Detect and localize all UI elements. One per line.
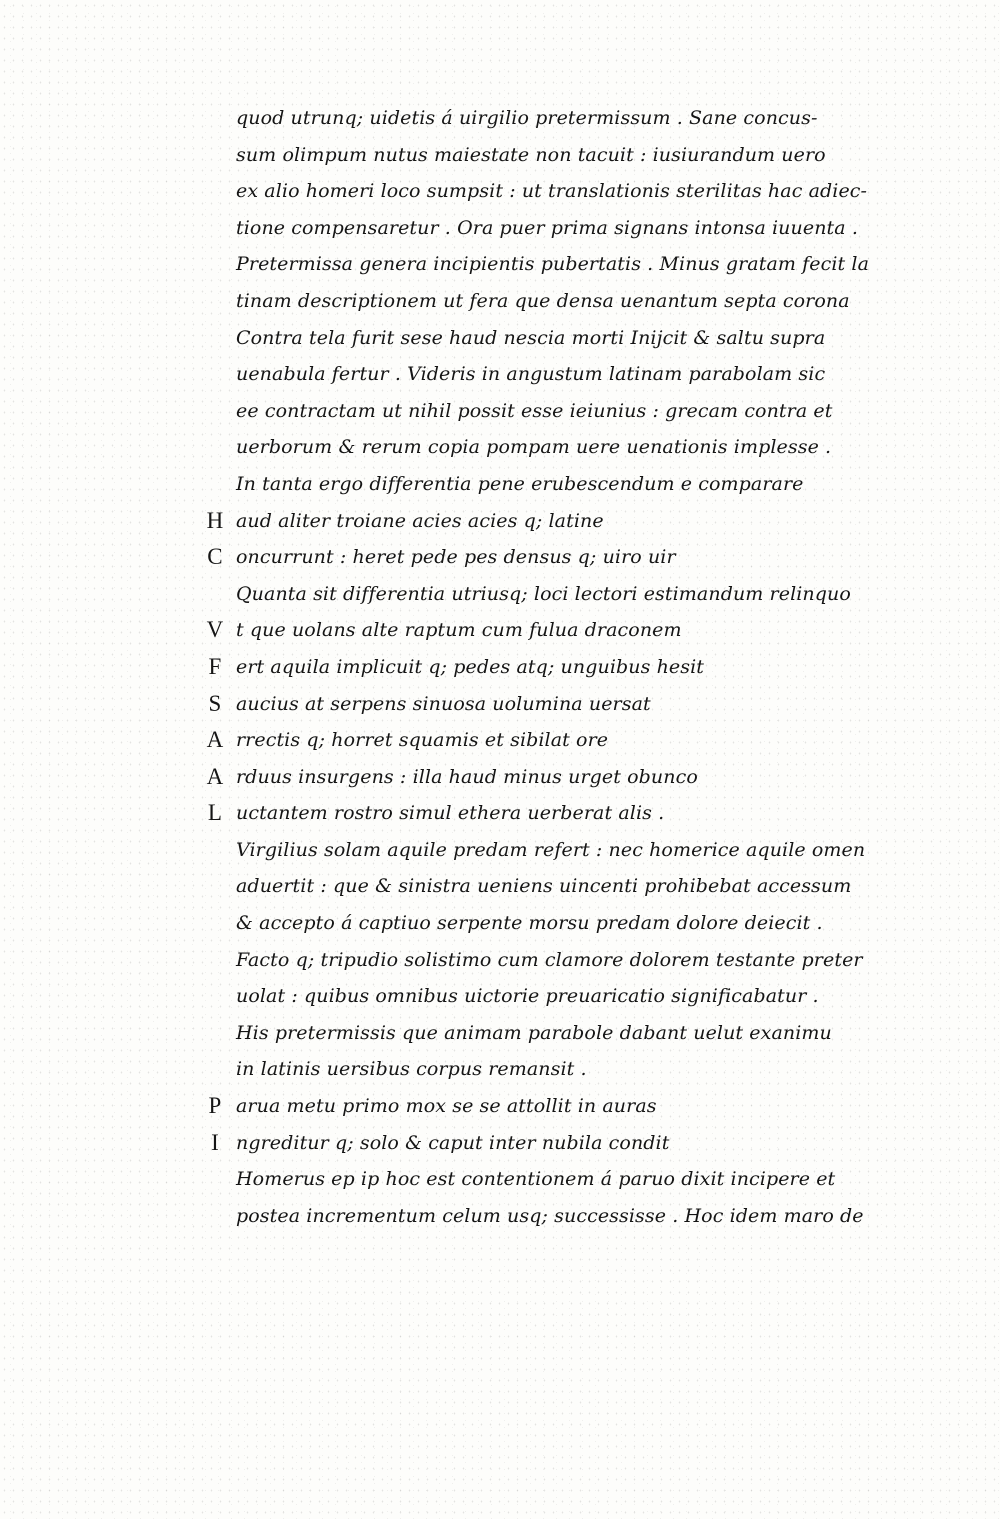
text-line: [200, 1015, 970, 1052]
line-text: His pretermissis que animam parabole dabant uelut exanimu: [236, 1021, 832, 1044]
line-text: Facto q; tripudio solistimo cum clamore dolorem testante preter: [236, 948, 863, 971]
line-text: & accepto á captiuo serpente morsu predam dolore deiecit .: [236, 912, 823, 935]
text-line: [200, 429, 970, 466]
verse-text: uctantem rostro simul ethera uerberat alis .: [236, 802, 665, 825]
line-text: In tanta ergo differentia pene erubescendum e comparare: [236, 472, 804, 495]
text-line: [200, 246, 970, 283]
verse-text: rrectis q; horret squamis et sibilat ore: [236, 729, 609, 752]
text-line: [200, 356, 970, 393]
verse-initial: P: [208, 1093, 222, 1119]
line-text: quod utrunq; uidetis á uirgilio pretermissum . Sane concus-: [236, 107, 818, 129]
text-line: [200, 466, 970, 503]
line-text: aduertit : que & sinistra ueniens uincenti prohibebat accessum: [236, 875, 852, 898]
verse-initial: S: [208, 690, 222, 716]
text-line: [200, 978, 970, 1015]
text-line: [200, 137, 970, 174]
line-text: uerborum & rerum copia pompam uere uenationis implesse .: [236, 436, 832, 459]
verse-initial: I: [211, 1129, 219, 1155]
text-line: [200, 1198, 970, 1235]
line-text: ex alio homeri loco sumpsit : ut translationis sterilitas hac adiec-: [236, 180, 868, 203]
text-line: [200, 1051, 970, 1088]
line-text: ee contractam ut nihil possit esse ieiunius : grecam contra et: [236, 399, 833, 422]
text-line: [200, 905, 970, 942]
verse-text: oncurrunt : heret pede pes densus q; uiro uir: [236, 546, 676, 569]
line-text: Pretermissa genera incipientis pubertatis . Minus gratam fecit la: [236, 253, 870, 276]
verse-text: ngreditur q; solo & caput inter nubila condit: [236, 1131, 670, 1154]
text-line: [200, 210, 970, 247]
verse-initial: L: [207, 800, 223, 826]
verse-text: rduus insurgens : illa haud minus urget obunco: [236, 765, 698, 788]
verse-initial: F: [208, 653, 222, 679]
verse-line: [200, 649, 970, 686]
line-text: uolat : quibus omnibus uictorie preuaricatio significabatur .: [236, 985, 819, 1008]
line-text: Virgilius solam aquile predam refert : nec homerice aquile omen: [236, 838, 866, 861]
verse-line: [200, 612, 970, 649]
line-text: Contra tela furit sese haud nescia morti Inijcit & saltu supra: [236, 326, 826, 349]
verse-text: t que uolans alte raptum cum fulua draconem: [236, 619, 682, 642]
text-line: [200, 942, 970, 979]
verse-line: [200, 686, 970, 723]
text-line: [200, 393, 970, 430]
text-line: [200, 1161, 970, 1198]
verse-line: [200, 722, 970, 759]
line-text: tinam descriptionem ut fera que densa uenantum septa corona: [236, 289, 850, 312]
verse-line: [200, 503, 970, 540]
text-line: [200, 100, 970, 137]
text-line: [200, 173, 970, 210]
text-line: [200, 576, 970, 613]
verse-initial: C: [207, 544, 223, 570]
line-text: sum olimpum nutus maiestate non tacuit : iusiurandum uero: [236, 143, 826, 166]
line-text: Homerus ep ip hoc est contentionem á paruo dixit incipere et: [236, 1168, 836, 1191]
line-text: Quanta sit differentia utriusq; loci lectori estimandum relinquo: [236, 582, 851, 605]
verse-text: ert aquila implicuit q; pedes atq; unguibus hesit: [236, 655, 705, 678]
verse-text: arua metu primo mox se se attollit in auras: [236, 1095, 657, 1118]
verse-initial: A: [206, 727, 224, 753]
line-text: tione compensaretur . Ora puer prima signans intonsa iuuenta .: [236, 216, 858, 239]
text-line: [200, 832, 970, 869]
line-text: postea incrementum celum usq; successisse . Hoc idem maro de: [236, 1204, 864, 1227]
text-line: [200, 283, 970, 320]
text-line: [200, 320, 970, 357]
line-text: in latinis uersibus corpus remansit .: [236, 1058, 587, 1081]
verse-line: [200, 1125, 970, 1162]
verse-line: [200, 795, 970, 832]
text-block: [200, 100, 970, 1234]
verse-text: aud aliter troiane acies acies q; latine: [236, 509, 604, 532]
verse-initial: A: [206, 763, 224, 789]
verse-initial: H: [206, 507, 224, 533]
text-line: [200, 868, 970, 905]
verse-line: [200, 1088, 970, 1125]
verse-line: [200, 539, 970, 576]
line-text: uenabula fertur . Videris in angustum latinam parabolam sic: [236, 363, 826, 386]
verse-line: [200, 759, 970, 796]
verse-text: aucius at serpens sinuosa uolumina uersat: [236, 692, 651, 715]
verse-initial: V: [206, 617, 224, 643]
